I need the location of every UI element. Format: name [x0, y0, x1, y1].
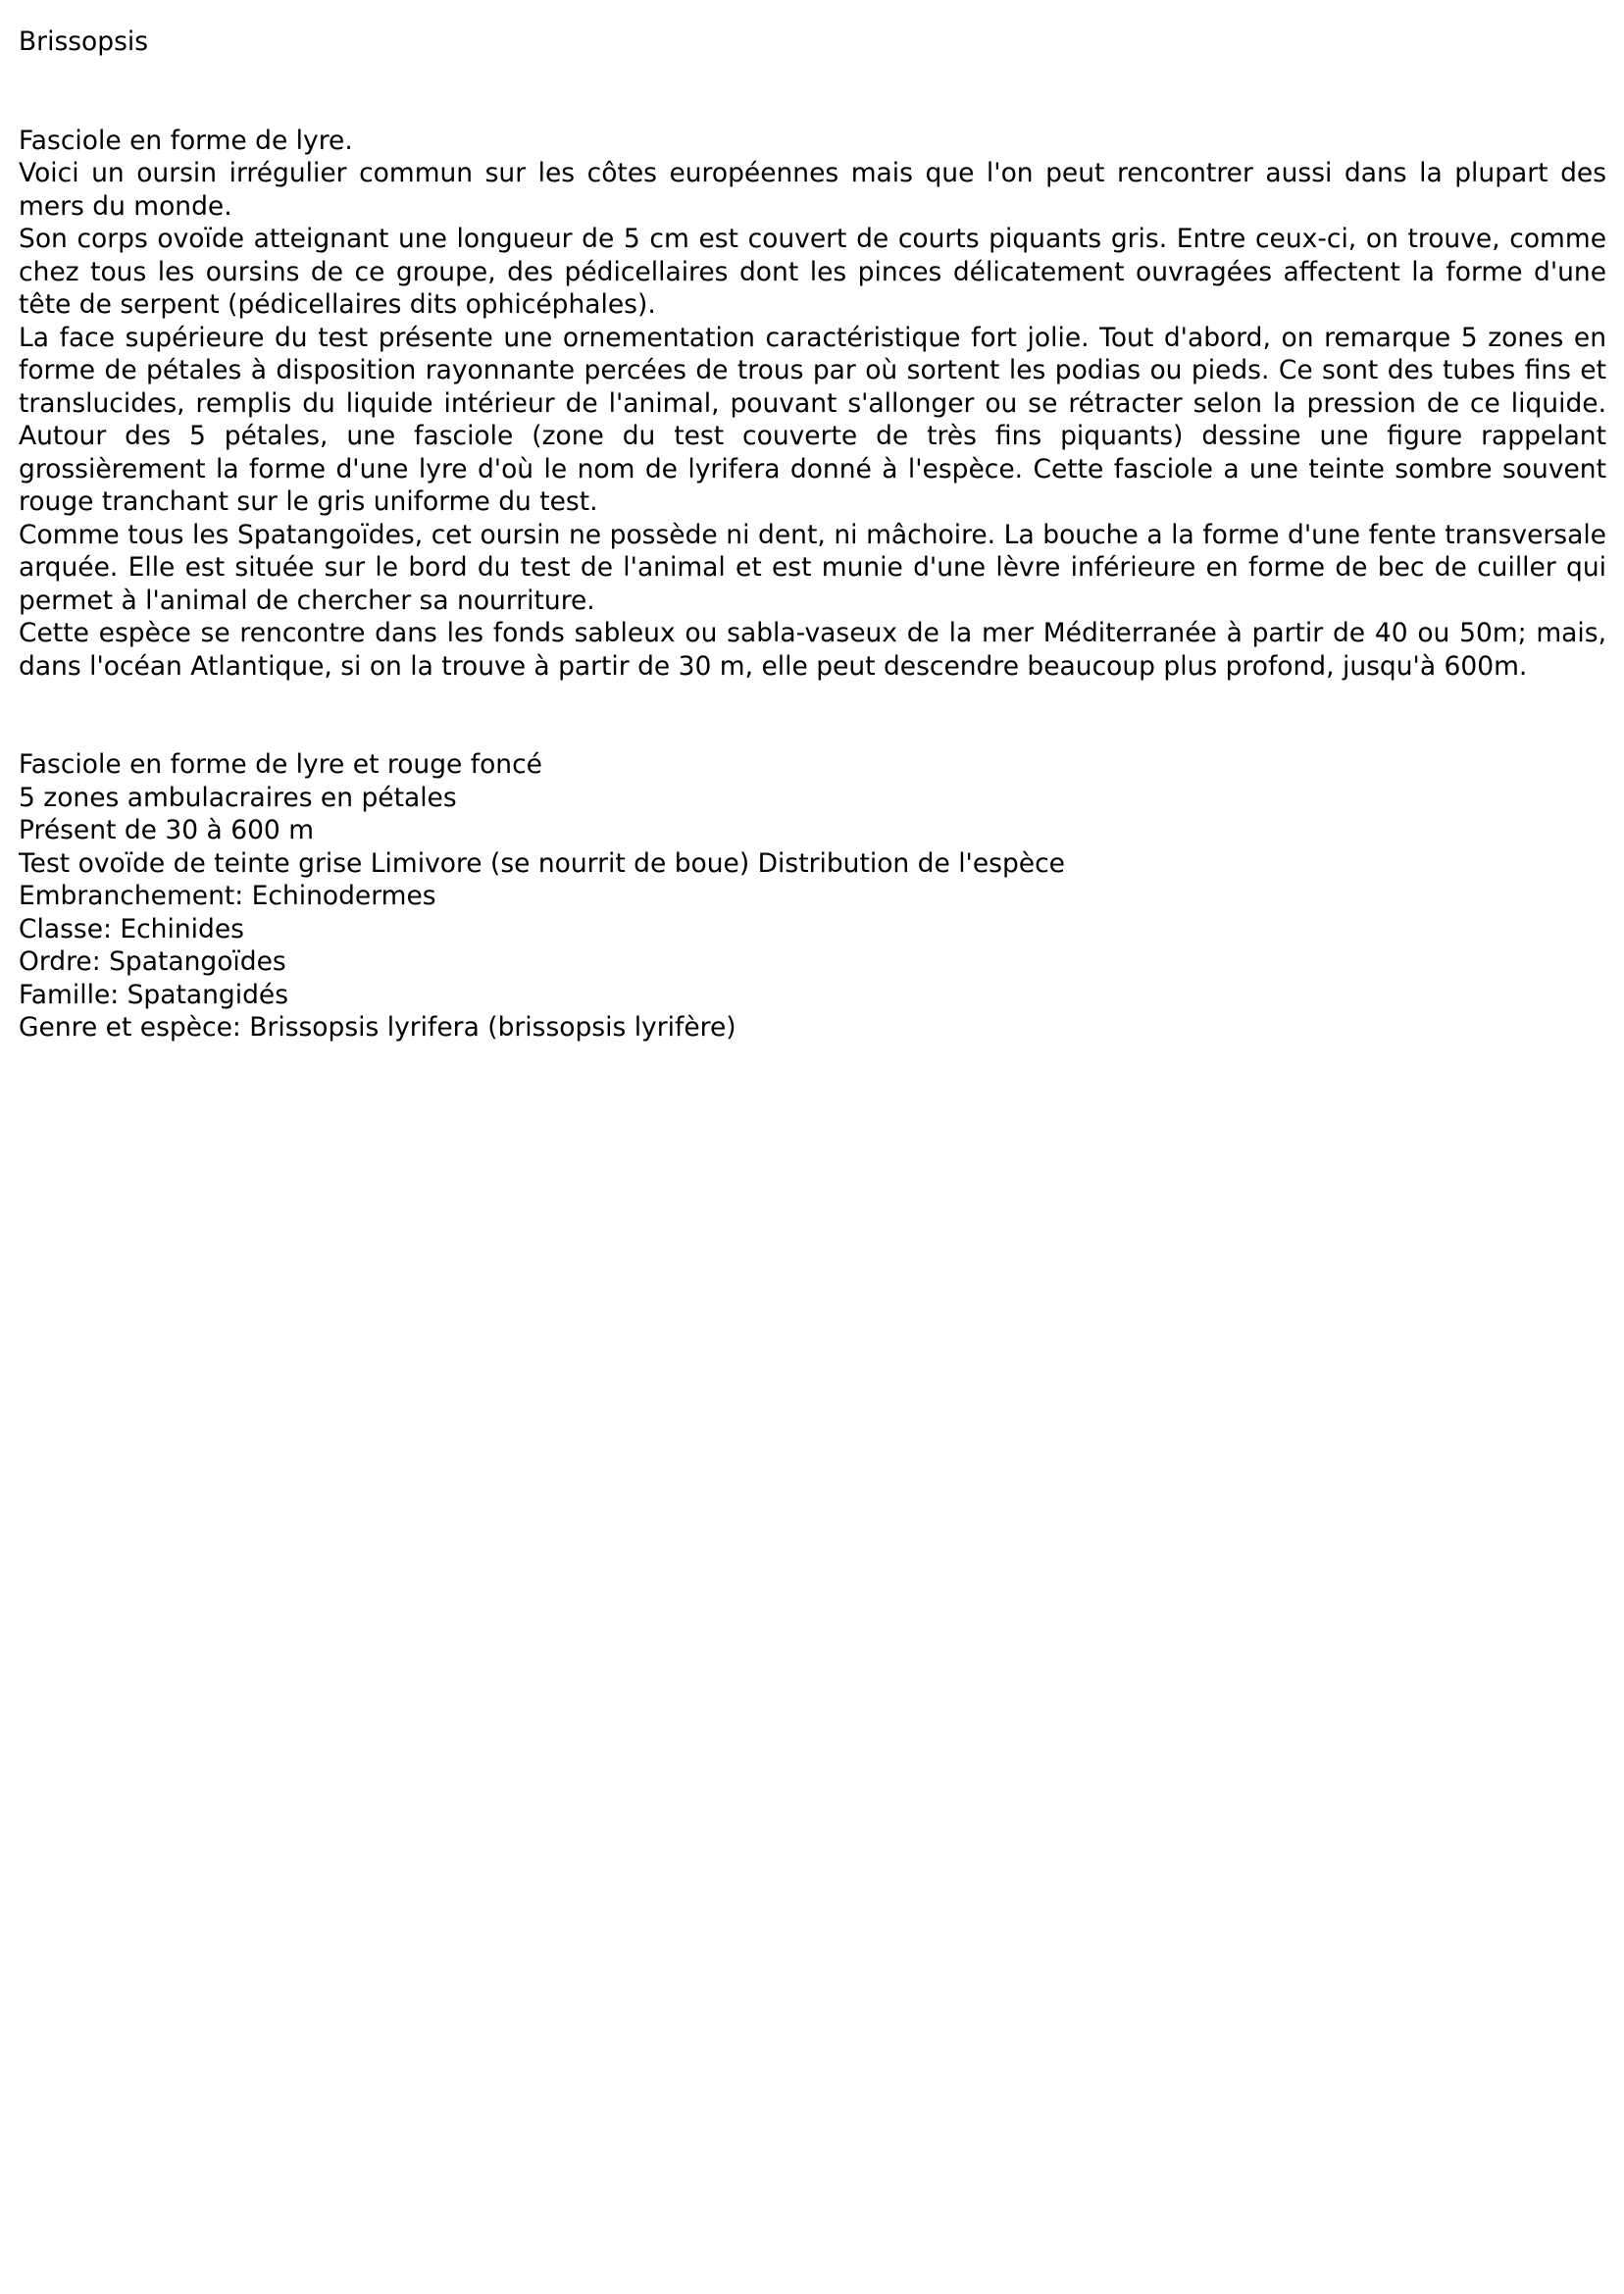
description-paragraph: Cette espèce se rencontre dans les fonds sableux ou sabla-vaseux de la mer Méditerranée à partir de 40 ou 50m; mais, dans l'océan Atlantique, si on la trouve à partir de 30 m, elle peut descendre beaucoup plus profond, jusqu'à 600m.: [19, 618, 1606, 682]
description-paragraph: Comme tous les Spatangoïdes, cet oursin ne possède ni dent, ni mâchoire. La bouche a la forme d'une fente transversale arquée. Elle est située sur le bord du test de l'animal et est munie d'une lèvre inférieure en forme de bec de cuiller qui permet à l'animal de chercher sa nourriture.: [19, 519, 1606, 616]
document-page: [19, 25, 1606, 1045]
description-paragraph: La face supérieure du test présente une ornementation caractéristique fort jolie. Tout d'abord, on remarque 5 zones en forme de pétales à disposition rayonnante percées de trous par où sortent les podias ou pieds. Ce sont des tubes fins et translucides, remplis du liquide intérieur de l'animal, pouvant s'allonger ou se rétracter selon la pression de ce liquide. Autour des 5 pétales, une fasciole (zone du test couverte de très fins piquants) dessine une figure rappelant grossièrement la forme d'une lyre d'où le nom de lyrifera donné à l'espèce. Cette fasciole a une teinte sombre souvent rouge tranchant sur le gris uniforme du test.: [19, 322, 1606, 517]
description-paragraph: Fasciole en forme de lyre.: [19, 125, 353, 156]
fact-line: Embranchement: Echinodermes: [19, 881, 436, 911]
fact-line: Famille: Spatangidés: [19, 979, 289, 1010]
fact-line: Présent de 30 à 600 m: [19, 815, 315, 845]
fact-line: Classe: Echinides: [19, 913, 244, 944]
description-paragraph: Son corps ovoïde atteignant une longueur de 5 cm est couvert de courts piquants gris. Entre ceux-ci, on trouve, comme chez tous les oursins de ce groupe, des pédicellaires dont les pinces délicatement ouvragées affectent la forme d'une tête de serpent (pédicellaires dits ophicéphales).: [19, 224, 1606, 320]
description-paragraph: Voici un oursin irrégulier commun sur les côtes européennes mais que l'on peut rencontrer aussi dans la plupart des mers du monde.: [19, 158, 1606, 222]
facts-list: [19, 748, 1606, 1045]
fact-line: 5 zones ambulacraires en pétales: [19, 782, 457, 813]
document-title: Brissopsis: [19, 26, 149, 57]
description-section: [19, 125, 1606, 684]
fact-line: Ordre: Spatangoïdes: [19, 946, 286, 977]
fact-line: Fasciole en forme de lyre et rouge foncé: [19, 749, 542, 780]
fact-line: Test ovoïde de teinte grise Limivore (se nourrit de boue) Distribution de l'espèce: [19, 847, 1065, 879]
fact-line: Genre et espèce: Brissopsis lyrifera (brissopsis lyrifère): [19, 1012, 736, 1043]
